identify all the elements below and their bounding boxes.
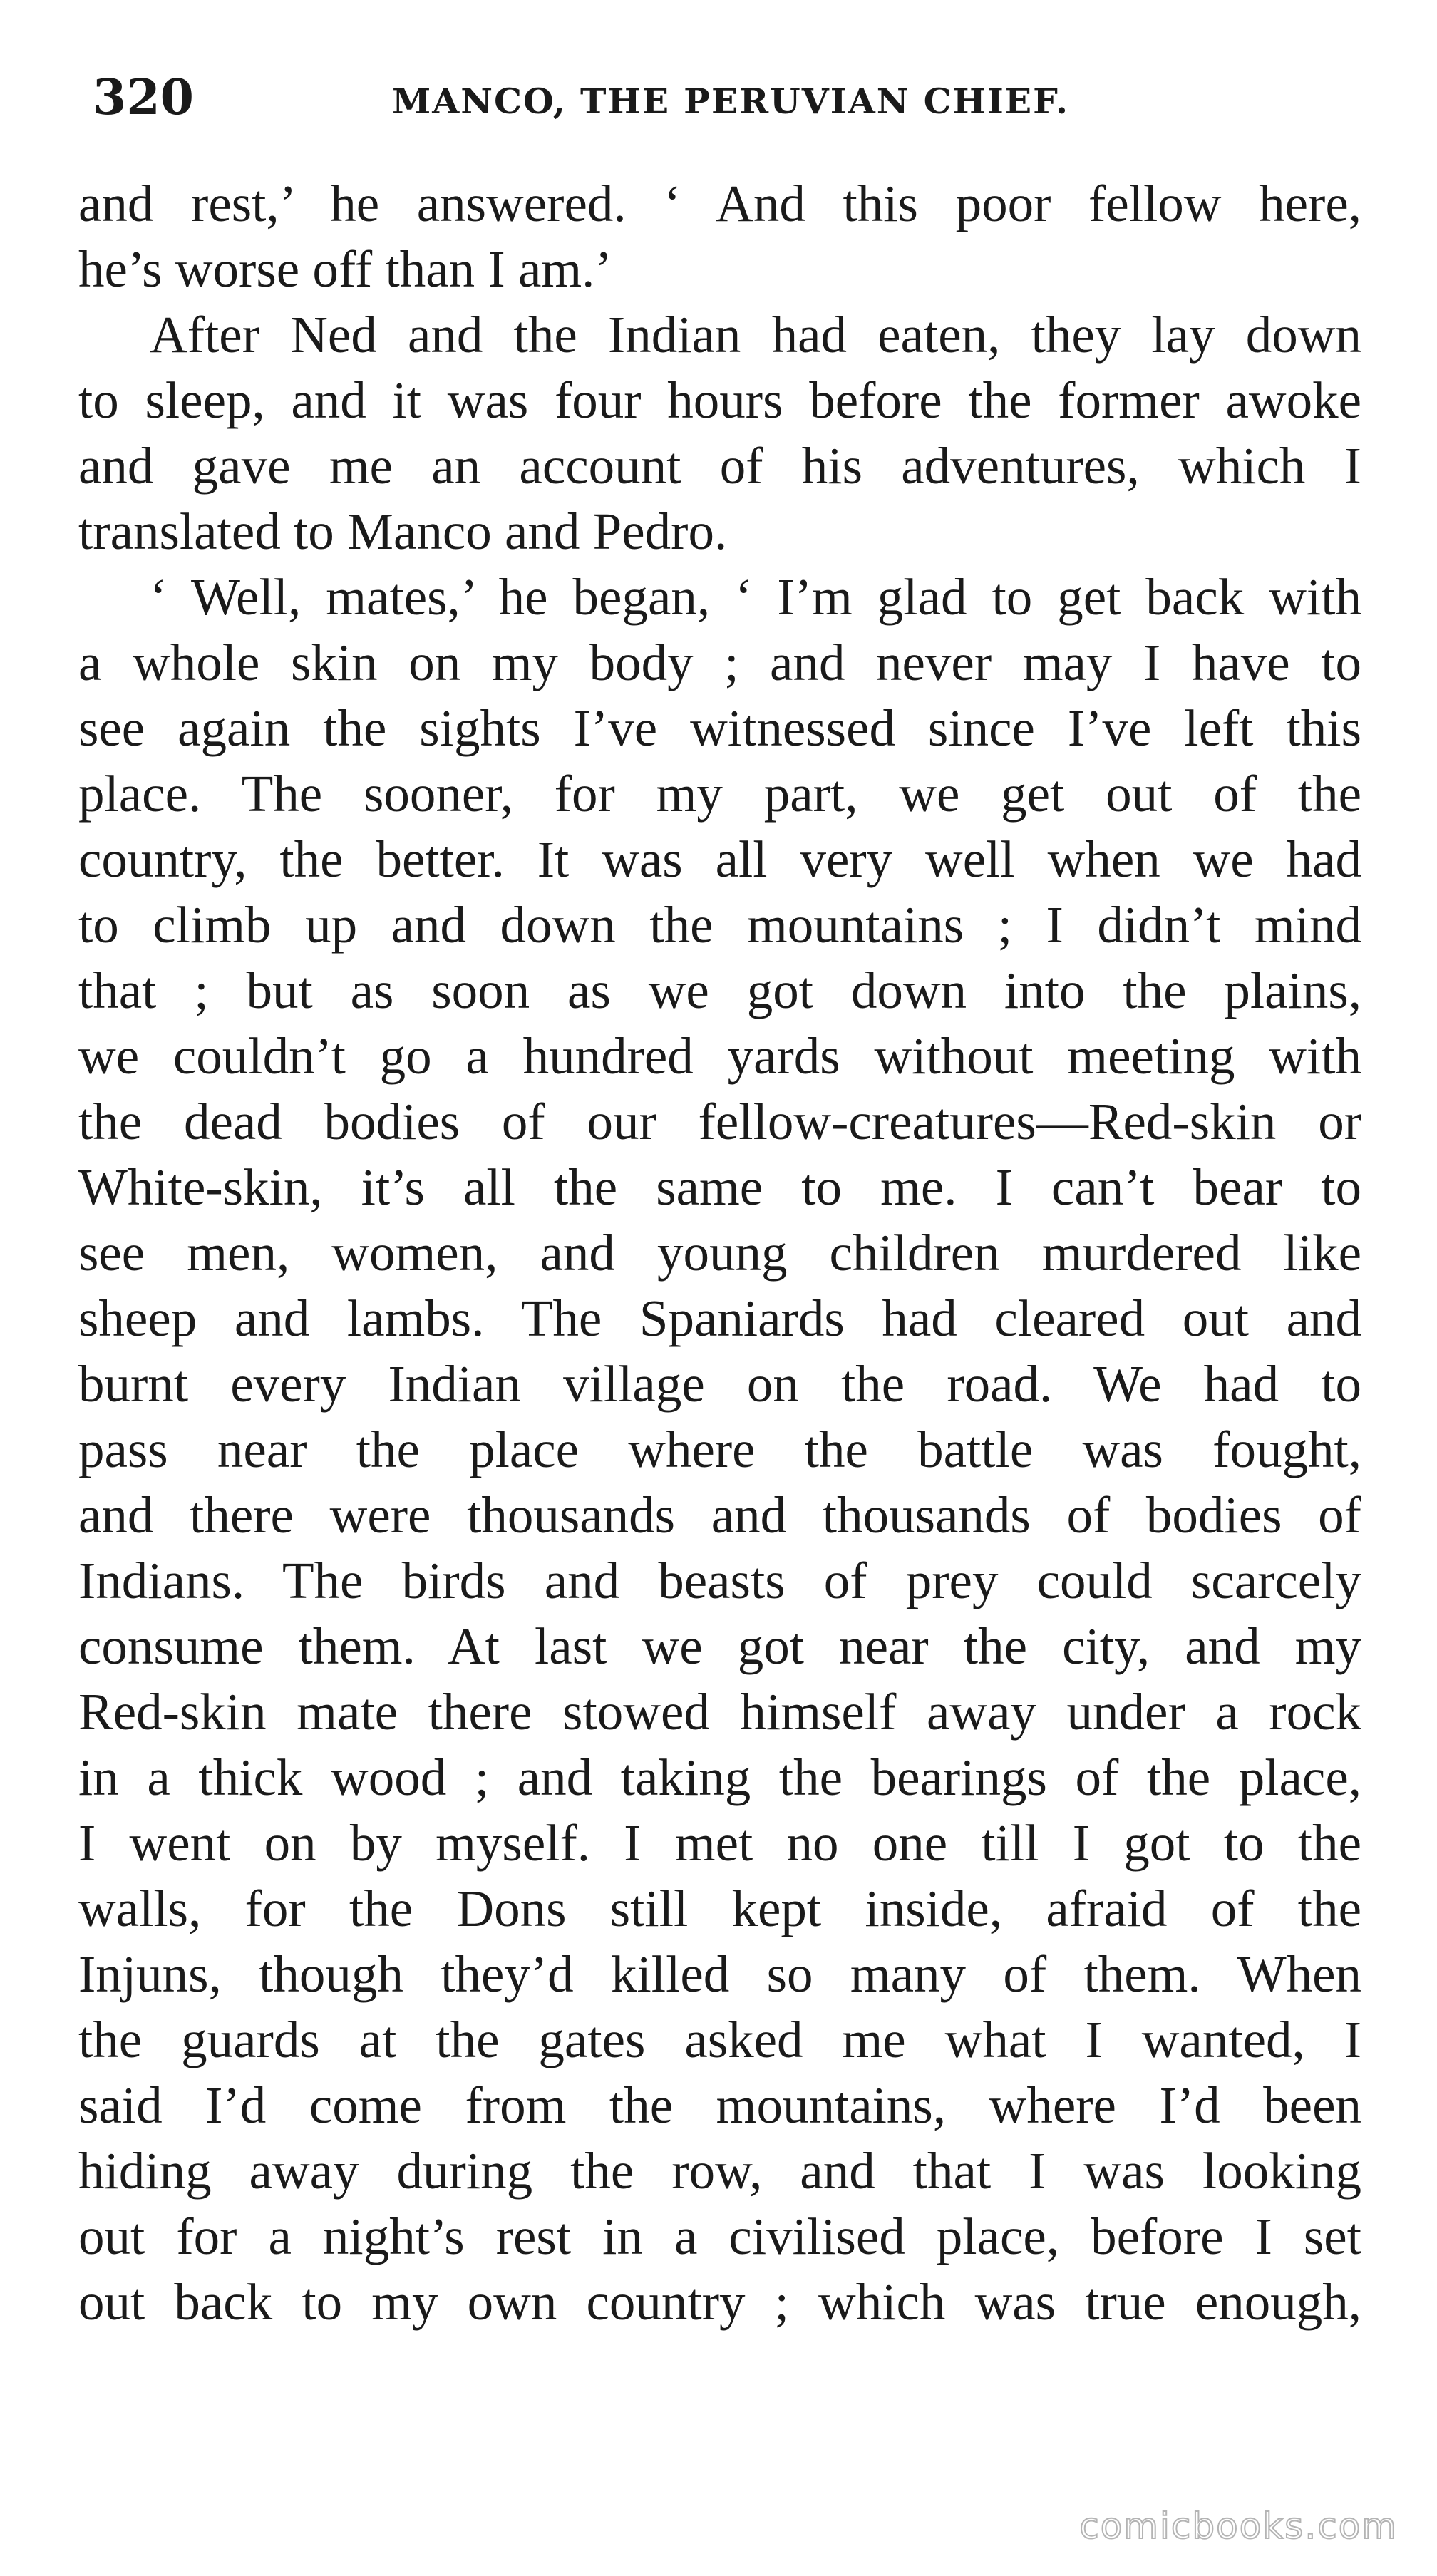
text-line: the dead bodies of our fellow-creatures—Red-skin or bbox=[78, 1093, 1361, 1150]
text-line: place. The sooner, for my part, we get out of the bbox=[78, 765, 1361, 823]
text-line: out back to my own country ; which was true enough, bbox=[78, 2273, 1361, 2331]
text-line: and rest,’ he answered. ‘ And this poor fellow here, bbox=[78, 175, 1361, 232]
running-head bbox=[93, 66, 1354, 130]
text-line: to climb up and down the mountains ; I didn’t mind bbox=[78, 896, 1361, 954]
text-line: the guards at the gates asked me what I wanted, I bbox=[78, 2011, 1361, 2068]
text-line: sheep and lambs. The Spaniards had cleared out and bbox=[78, 1289, 1361, 1347]
text-line: we couldn’t go a hundred yards without meeting with bbox=[78, 1027, 1361, 1085]
text-line: ‘ Well, mates,’ he began, ‘ I’m glad to get back with bbox=[150, 568, 1361, 626]
watermark: comicbooks.com bbox=[1079, 2505, 1398, 2547]
text-line: After Ned and the Indian had eaten, they lay down bbox=[150, 306, 1361, 364]
text-line: in a thick wood ; and taking the bearings of the place, bbox=[78, 1748, 1361, 1806]
text-line: White-skin, it’s all the same to me. I can’t bear to bbox=[78, 1158, 1361, 1216]
text-line: to sleep, and it was four hours before the former awoke bbox=[78, 371, 1361, 429]
text-line: country, the better. It was all very well when we had bbox=[78, 830, 1361, 888]
text-line: he’s worse off than I am.’ bbox=[78, 240, 612, 298]
text-line: and gave me an account of his adventures, which I bbox=[78, 437, 1361, 495]
text-line: Indians. The birds and beasts of prey could scarcely bbox=[78, 1552, 1361, 1609]
page-number: 320 bbox=[93, 69, 194, 126]
text-line: see again the sights I’ve witnessed since I’ve left this bbox=[78, 699, 1361, 757]
text-line: burnt every Indian village on the road. We had to bbox=[78, 1355, 1361, 1413]
text-line: out for a night’s rest in a civilised place, before I set bbox=[78, 2207, 1361, 2265]
text-line: Red-skin mate there stowed himself away under a rock bbox=[78, 1683, 1361, 1741]
text-line: see men, women, and young children murdered like bbox=[78, 1224, 1361, 1282]
text-line: consume them. At last we got near the city, and my bbox=[78, 1617, 1361, 1675]
running-title: MANCO, THE PERUVIAN CHIEF. bbox=[392, 81, 1070, 122]
text-line: Injuns, though they’d killed so many of them. When bbox=[78, 1945, 1361, 2003]
text-line: I went on by myself. I met no one till I got to the bbox=[78, 1814, 1361, 1872]
text-line: walls, for the Dons still kept inside, afraid of the bbox=[78, 1880, 1361, 1937]
text-line: said I’d come from the mountains, where I’d been bbox=[78, 2076, 1361, 2134]
page-text bbox=[78, 171, 1361, 2335]
text-line: hiding away during the row, and that I was looking bbox=[78, 2142, 1361, 2200]
text-line: and there were thousands and thousands of bodies of bbox=[78, 1486, 1361, 1544]
text-line: translated to Manco and Pedro. bbox=[78, 503, 728, 560]
text-line: pass near the place where the battle was fought, bbox=[78, 1421, 1361, 1478]
text-line: that ; but as soon as we got down into the plains, bbox=[78, 962, 1361, 1019]
text-line: a whole skin on my body ; and never may I have to bbox=[78, 634, 1361, 691]
